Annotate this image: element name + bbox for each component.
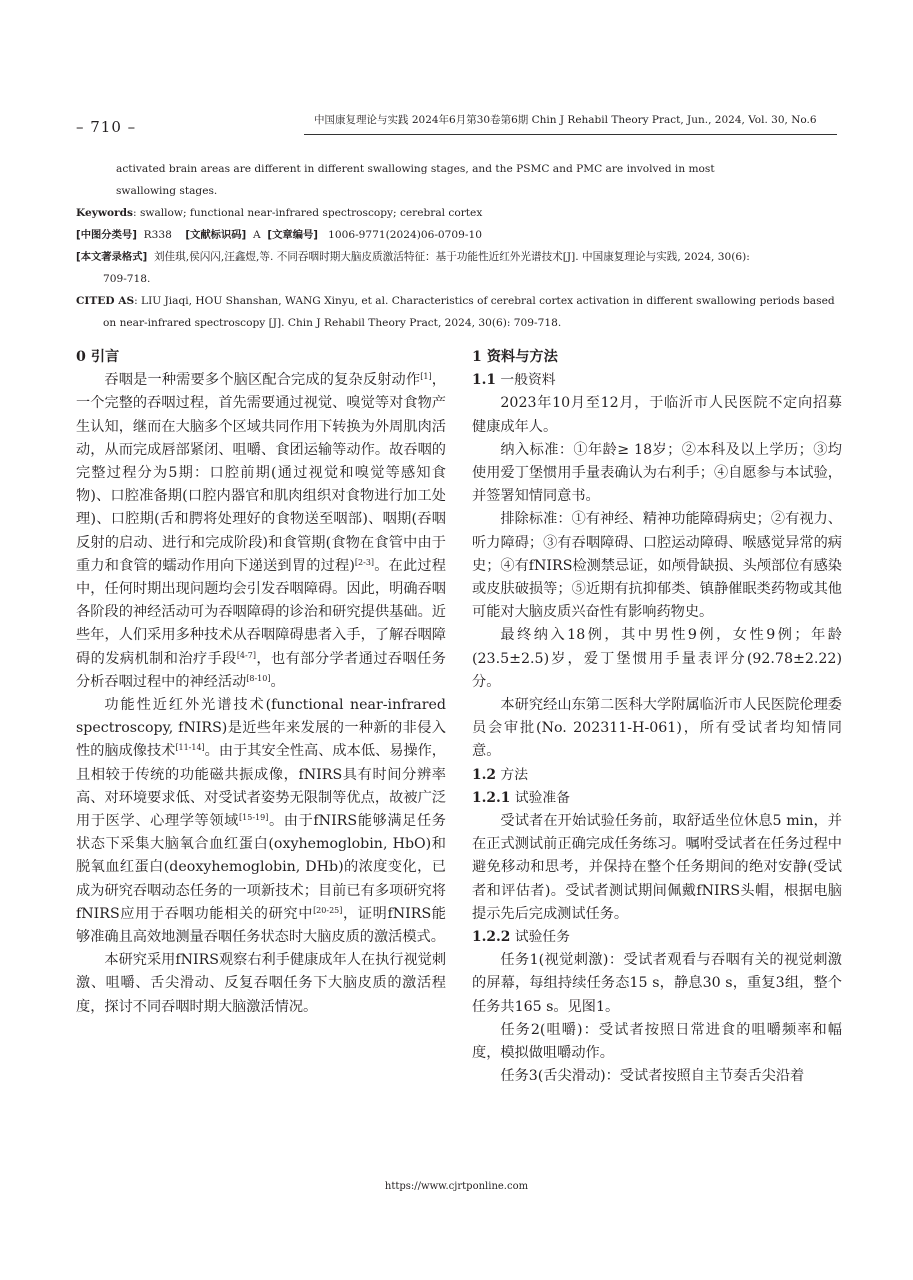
text-run: 。由于fNIRS能够满足任务状态下采集大脑氧合血红蛋白(oxyhemoglobin, HbO)和脱氧血红蛋白(deoxyhemoglobin, DHb)的浓度变化，已成为研究吞咽动态任务的一项新技术；目前已有多项研究将fNIRS应用于吞咽功能相关的研究中 <box>76 813 446 922</box>
citation-en-label: CITED AS <box>76 295 135 307</box>
ethics-statement: 本研究经山东第二医科大学附属临沂市人民医院伦理委员会审批(No. 202311-H-061)，所有受试者均知情同意。 <box>472 697 842 760</box>
citation-ref: [4-7] <box>236 650 256 660</box>
text-run: ，也有部分学者通过吞咽任务分析吞咽过程中的神经活动 <box>76 650 446 690</box>
section-title: 资料与方法 <box>486 349 558 365</box>
citation-ref: [11-14] <box>175 743 205 753</box>
task-1-paragraph: 任务1(视觉刺激)：受试者观看与吞咽有关的视觉刺激的屏幕，每组持续任务态15 s，静息30 s，重复3组，整个任务共165 s。见图1。 <box>472 952 842 1015</box>
citation-ref: [2-3] <box>354 557 375 567</box>
citation-cn-text: 刘佳琪,侯闪闪,汪鑫煜,等. 不同吞咽时期大脑皮质激活特征：基于功能性近红外光谱技术[J]. 中国康复理论与实践, 2024, 30(6): 709-718. <box>103 251 750 285</box>
keywords <box>76 202 836 224</box>
section-heading-methods <box>472 346 842 369</box>
subsection-number: 1.2.1 <box>472 789 511 806</box>
article-no-value: 1006-9771(2024)06-0709-10 <box>328 229 482 241</box>
classification-line <box>76 224 836 246</box>
footer-url: https://www.cjrtponline.com <box>384 1181 529 1192</box>
subsection-heading-general <box>472 369 842 392</box>
keywords-text: : swallow; functional near-infrared spectroscopy; cerebral cortex <box>133 207 483 219</box>
clc-label: [中图分类号] <box>76 229 137 241</box>
text-run: 吞咽是一种需要多个脑区配合完成的复杂反射动作 <box>104 372 421 389</box>
subsection-title: 方法 <box>500 766 528 783</box>
task-2-paragraph: 任务2(咀嚼)：受试者按照日常进食的咀嚼频率和幅度，模拟做咀嚼动作。 <box>472 1021 842 1062</box>
citation-cn <box>76 246 836 290</box>
citation-ref: [8-10] <box>246 673 271 683</box>
subsection-title: 试验任务 <box>514 929 570 946</box>
text-run: 。 <box>270 673 285 690</box>
subsection-number: 1.2 <box>472 766 497 783</box>
inclusion-criteria: 纳入标准：①年龄≥ 18岁；②本科及以上学历；③均使用爱丁堡惯用手量表确认为右利手；④自愿参与本试验，并签署知情同意书。 <box>472 441 842 505</box>
page-number: – 710 – <box>76 118 137 136</box>
text-run: ，证明fNIRS能够准确且高效地测量吞咽任务状态时大脑皮质的激活模式。 <box>76 905 446 946</box>
task-3-paragraph: 任务3(舌尖滑动)：受试者按照自主节奏舌尖沿着 <box>500 1068 805 1085</box>
subsubsection-heading-tasks <box>472 926 842 949</box>
subsubsection-heading-prep <box>472 787 842 810</box>
text-run: 。由于其安全性高、成本低、易操作，且相较于传统的功能磁共振成像，fNIRS具有时间分辨率高、对环境要求低、对受试者姿势无限制等优点，故被广泛用于医学、心理学等领域 <box>76 743 446 830</box>
left-column <box>76 346 446 1019</box>
header-rule <box>304 134 837 135</box>
front-matter <box>76 158 836 334</box>
right-column <box>472 346 842 1089</box>
intro-paragraph-3: 本研究采用fNIRS观察右利手健康成年人在执行视觉刺激、咀嚼、舌尖滑动、反复吞咽任务下大脑皮质的激活程度，探讨不同吞咽时期大脑激活情况。 <box>76 952 447 1015</box>
section-heading-introduction <box>76 346 446 369</box>
subsection-number: 1.1 <box>472 372 497 389</box>
section-number: 1 <box>472 349 482 365</box>
recruitment-paragraph: 2023年10月至12月，于临沂市人民医院不定向招募健康成年人。 <box>472 395 842 435</box>
citation-ref: [1] <box>420 372 432 382</box>
preparation-paragraph: 受试者在开始试验任务前，取舒适坐位休息5 min，并在正式测试前正确完成任务练习。嘱咐受试者在任务过程中避免移动和思考，并保持在整个任务期间的绝对安静(受试者和评估者)。受试者测试期间佩戴fNIRS头帽，根据电脑提示先后完成测试任务。 <box>472 813 842 922</box>
section-number: 0 <box>76 349 86 365</box>
citation-en-text: : LIU Jiaqi, HOU Shanshan, WANG Xinyu, et al. Characteristics of cerebral cortex activation in different swallowing periods based on near-infrared spectroscopy [J]. Chin J Rehabil Theory Pract, 2024, 30(6): 709-718. <box>103 295 835 329</box>
intro-paragraph-1 <box>76 369 446 694</box>
citation-en <box>76 290 836 334</box>
exclusion-criteria: 排除标准：①有神经、精神功能障碍病史；②有视力、听力障碍；③有吞咽障碍、口腔运动障碍、喉感觉异常的病史；④有fNIRS检测禁忌证，如颅骨缺损、头颅部位有感染或皮肤破损等；⑤近期有抗抑郁类、镇静催眠类药物或其他可能对大脑皮质兴奋性有影响药物史。 <box>472 511 842 621</box>
subsection-heading-methods <box>472 764 842 787</box>
subsection-title: 试验准备 <box>514 789 570 806</box>
doc-code-label: [文献标识码] <box>185 229 247 241</box>
doc-code-value: A <box>253 229 261 241</box>
citation-cn-label: [本文著录格式] <box>76 251 148 263</box>
section-title: 引言 <box>90 349 120 365</box>
clc-value: R338 <box>143 229 172 241</box>
included-subjects: 最终纳入18例，其中男性9例，女性9例；年龄(23.5±2.5)岁，爱丁堡惯用手量表评分(92.78±2.22)分。 <box>472 627 842 690</box>
text-run: ，一个完整的吞咽过程，首先需要通过视觉、嗅觉等对食物产生认知，继而在大脑多个区域共同作用下转换为外周肌肉活动，从而完成唇部紧闭、咀嚼、食团运输等动作。故吞咽的完整过程分为5期：口腔前期(通过视觉和嗅觉等感知食物)、口腔准备期(口腔内器官和肌肉组织对食物进行加工处理)、口腔期(舌和腭将处理好的食物送至咽部)、咽期(吞咽反射的启动、进行和完成阶段)和食管期(食物在食管中由于重力和食管的蠕动作用向下递送到胃的过程) <box>76 372 446 574</box>
text-run: 。在此过程中，任何时期出现问题均会引发吞咽障碍。因此，明确吞咽各阶段的神经活动可为吞咽障碍的诊治和研究提供基础。近些年，人们采用多种技术从吞咽障碍患者入手，了解吞咽障碍的发病机制和治疗手段 <box>76 557 446 667</box>
subsection-title: 一般资料 <box>500 372 556 389</box>
intro-paragraph-2 <box>76 694 446 949</box>
running-header: 中国康复理论与实践 2024年6月第30卷第6期 Chin J Rehabil Theory Pract, Jun., 2024, Vol. 30, No.6 <box>314 114 817 126</box>
citation-ref: [15-19] <box>239 813 269 823</box>
abstract-continuation: activated brain areas are different in different swallowing stages, and the PSMC and PMC are involved in most swallowing stages. <box>116 163 715 197</box>
keywords-label: Keywords <box>76 207 134 219</box>
text-run: 功能性近红外光谱技术(functional near-infrared spectroscopy, fNIRS)是近些年来发展的一种新的非侵入性的脑成像技术 <box>76 697 446 760</box>
subsection-number: 1.2.2 <box>472 929 511 946</box>
citation-ref: [20-25] <box>313 905 343 915</box>
article-no-label: [文章编号] <box>267 229 319 241</box>
